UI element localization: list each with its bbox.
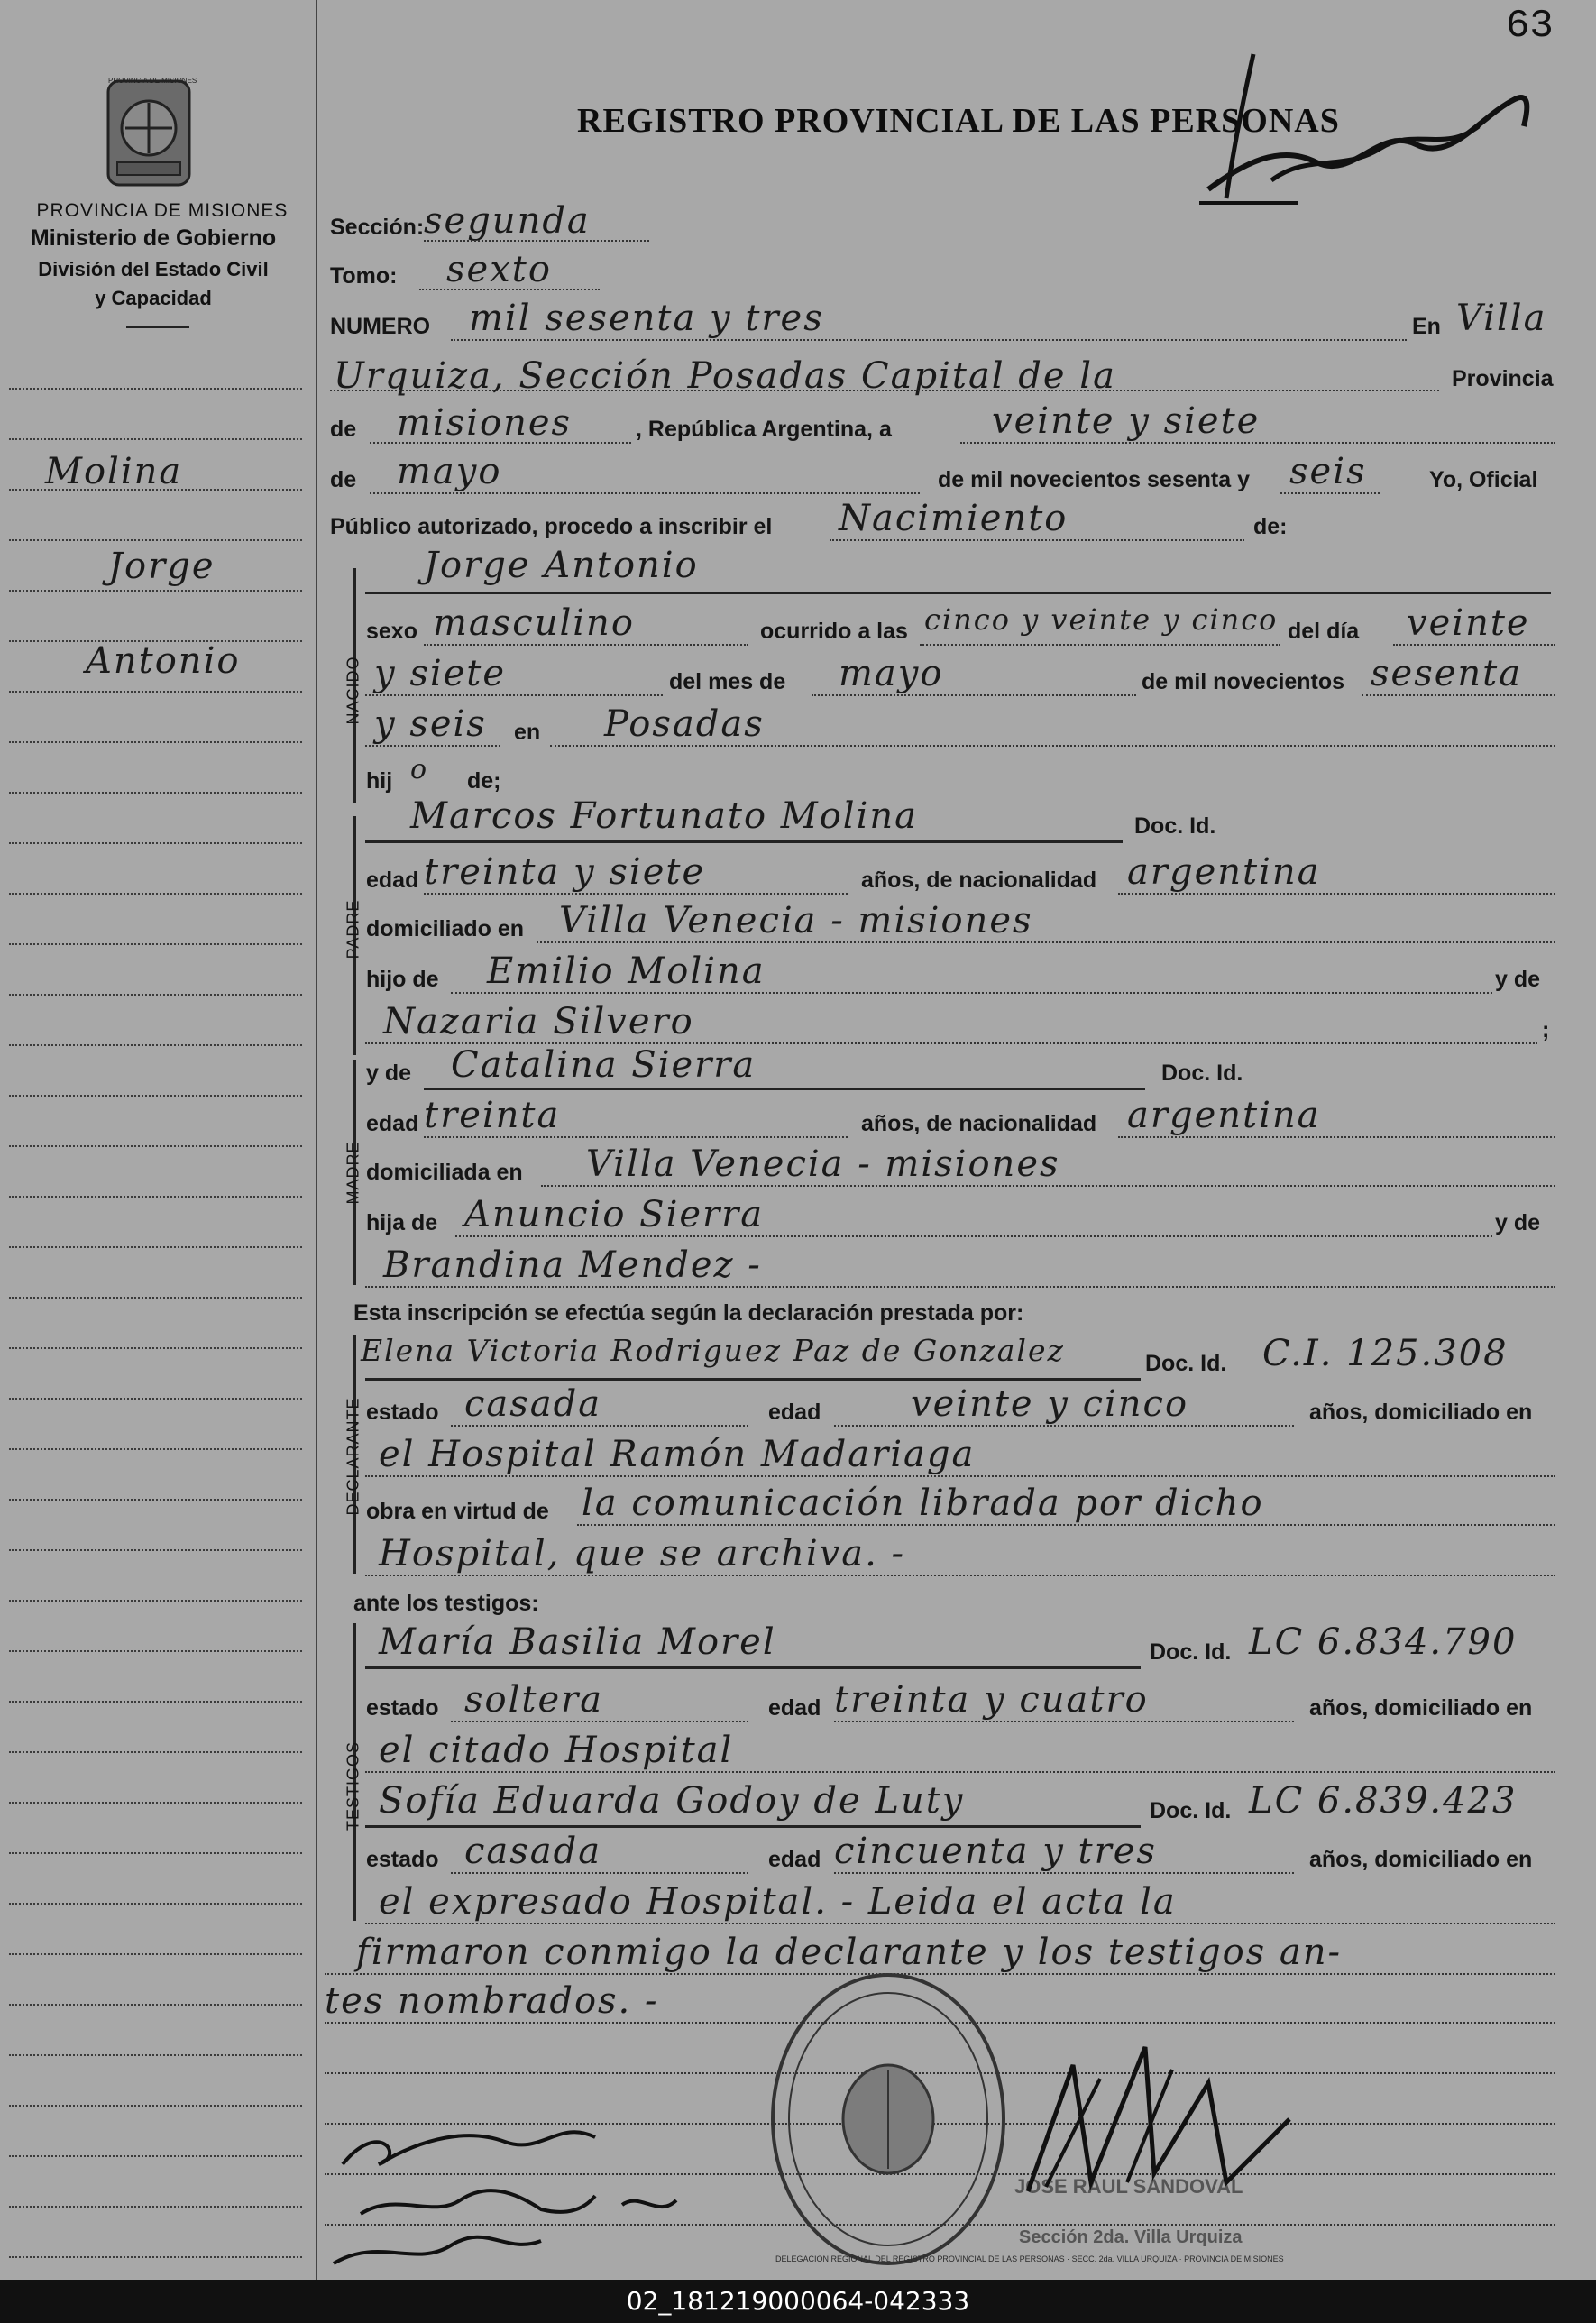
en-label: En xyxy=(1412,314,1441,339)
declarante-edad-value: veinte y cinco xyxy=(911,1383,1189,1425)
declarante-nombre-line xyxy=(365,1378,1141,1381)
republica-label: , República Argentina, a xyxy=(636,417,892,442)
nacido-mes-value: mayo xyxy=(839,653,944,694)
declarante-edad-line xyxy=(834,1425,1294,1427)
testigo1-edad-label: edad xyxy=(768,1695,821,1721)
anio-line xyxy=(1280,492,1380,494)
madre-edad-line xyxy=(424,1136,848,1138)
padre-dom-line xyxy=(537,941,1555,943)
sidebar-rule xyxy=(9,2155,302,2157)
officer-stamp-name: JOSE RAUL SANDOVAL xyxy=(1014,2175,1243,2198)
padre-yde-label: y de xyxy=(1495,967,1541,992)
padre-hijo-line xyxy=(451,992,1492,994)
testigo1-estado-label: estado xyxy=(366,1695,439,1721)
declarante-dom-label: años, domiciliado en xyxy=(1309,1400,1533,1425)
lugar-line xyxy=(550,745,1555,747)
testigo2-edad-line xyxy=(834,1872,1294,1874)
tomo-label: Tomo: xyxy=(330,263,398,289)
declarante-estado-value: casada xyxy=(464,1383,602,1425)
provincia-label: Provincia xyxy=(1452,366,1554,391)
testigo2-edad-value: cincuenta y tres xyxy=(834,1831,1157,1872)
officer-stamp-section: Sección 2da. Villa Urquiza xyxy=(1019,2227,1243,2247)
testigo2-estado-line xyxy=(451,1872,748,1874)
padre-nac-line xyxy=(1118,893,1555,895)
sidebar-surname: Molina xyxy=(45,451,183,492)
sidebar-rule xyxy=(9,2004,302,2006)
org-line-province: PROVINCIA DE MISIONES xyxy=(36,200,289,221)
sidebar-rule xyxy=(9,1903,302,1905)
padre-hijo-value: Emilio Molina xyxy=(487,950,766,992)
sidebar-rule xyxy=(9,1347,302,1349)
testigo1-estado-line xyxy=(451,1721,748,1722)
sexo-line xyxy=(424,644,748,646)
mes-line xyxy=(370,492,920,494)
testigo2-estado-label: estado xyxy=(366,1847,439,1872)
testigo2-nombre-line xyxy=(365,1825,1141,1828)
testigo1-doc-value: LC 6.834.790 xyxy=(1249,1621,1518,1663)
testigo2-estado-value: casada xyxy=(464,1831,602,1872)
madre-dom-line xyxy=(541,1185,1555,1187)
padre-edad-value: treinta y siete xyxy=(424,851,706,893)
seccion-label: Sección: xyxy=(330,215,425,240)
nacido-en-label: en xyxy=(514,720,541,745)
testigo2-edad-label: edad xyxy=(768,1847,821,1872)
madre-yde2-label: y de xyxy=(1495,1210,1541,1235)
padre-semicolon: ; xyxy=(1542,1017,1550,1042)
declarante-intro: Esta inscripción se efectúa según la declaración prestada por: xyxy=(353,1300,1024,1326)
padre-hijo-label: hijo de xyxy=(366,967,439,992)
padre-section-label: PADRE xyxy=(344,899,362,960)
official-signature-top xyxy=(1172,27,1551,207)
madre-madre-line xyxy=(365,1286,1555,1288)
de-label: de xyxy=(330,417,357,442)
seal-text: DELEGACION REGIONAL DEL REGISTRO PROVINCIAL DE LAS PERSONAS · SECC. 2da. VILLA URQUIZA · PROVINCIA DE MISIONES xyxy=(775,2254,1284,2263)
acto-value: Nacimiento xyxy=(839,498,1069,539)
ocurrido-label: ocurrido a las xyxy=(760,619,908,644)
page-title: REGISTRO PROVINCIAL DE LAS PERSONAS xyxy=(577,102,1340,140)
sidebar-rule xyxy=(9,388,302,390)
declarante-obra-line xyxy=(577,1524,1555,1526)
sidebar-rule xyxy=(9,1398,302,1400)
sidebar-rule xyxy=(9,994,302,996)
madre-edad-value: treinta xyxy=(424,1095,561,1136)
sidebar-rule xyxy=(9,2054,302,2056)
numero-line xyxy=(451,339,1407,341)
dia-line xyxy=(1393,644,1555,646)
padre-dom-label: domiciliado en xyxy=(366,916,525,941)
provincia-value: misiones xyxy=(397,402,573,444)
mil-label: de mil novecientos sesenta y xyxy=(938,467,1250,492)
testigo1-nombre-line xyxy=(365,1666,1141,1669)
org-line-capacity: y Capacidad xyxy=(95,287,212,309)
declarante-doc-value: C.I. 125.308 xyxy=(1262,1333,1509,1374)
sidebar-rule xyxy=(9,1953,302,1955)
localidad-line xyxy=(330,390,1439,391)
sidebar-rule xyxy=(9,1852,302,1854)
seccion-value: segunda xyxy=(424,200,591,242)
provincial-crest-icon xyxy=(95,72,203,194)
sidebar-rule xyxy=(9,438,302,440)
fecha-dia-value: veinte y siete xyxy=(992,400,1261,442)
nacido-anio-cont: y seis xyxy=(374,703,487,745)
left-margin-column xyxy=(0,0,317,2280)
sidebar-rule xyxy=(9,1650,302,1652)
testigo1-doc-label: Doc. Id. xyxy=(1150,1639,1232,1665)
madre-madre-value: Brandina Mendez - xyxy=(383,1244,762,1286)
sidebar-rule xyxy=(9,1600,302,1602)
org-line-ministry: Ministerio de Gobierno xyxy=(30,225,277,251)
declarante-obra-label: obra en virtud de xyxy=(366,1499,549,1524)
seccion-line xyxy=(424,240,649,242)
madre-hija-label: hija de xyxy=(366,1210,438,1235)
madre-nombre-line xyxy=(424,1088,1145,1090)
madre-section-label: MADRE xyxy=(344,1141,362,1205)
madre-nac-line xyxy=(1118,1136,1555,1138)
nacido-nombre-line xyxy=(365,592,1551,594)
madre-dom-label: domiciliada en xyxy=(366,1160,523,1185)
madre-dom-value: Villa Venecia - misiones xyxy=(586,1143,1060,1185)
declarante-nombre: Elena Victoria Rodriguez Paz de Gonzalez xyxy=(361,1333,1065,1368)
sidebar-rule xyxy=(9,1297,302,1299)
padre-dom-value: Villa Venecia - misiones xyxy=(559,900,1033,941)
testigo1-dom-label: años, domiciliado en xyxy=(1309,1695,1533,1721)
madre-nac-value: argentina xyxy=(1127,1095,1321,1136)
declarante-estado-label: estado xyxy=(366,1400,439,1425)
testigo1-nombre: María Basilia Morel xyxy=(379,1621,776,1663)
sidebar-rule xyxy=(9,1751,302,1753)
testigo2-doc-label: Doc. Id. xyxy=(1150,1798,1232,1823)
declarante-estado-line xyxy=(451,1425,748,1427)
anio-value: seis xyxy=(1289,451,1367,492)
declarante-section-label: DECLARANTE xyxy=(344,1397,362,1516)
image-label: 02_181219000064-042333 xyxy=(626,2286,970,2316)
page-number: 63 xyxy=(1506,4,1554,49)
madre-yde-label: y de xyxy=(366,1060,412,1086)
declarante-edad-label: edad xyxy=(768,1400,821,1425)
testigo1-edad-line xyxy=(834,1721,1294,1722)
sexo-label: sexo xyxy=(366,619,417,644)
padre-doc-label: Doc. Id. xyxy=(1134,813,1216,839)
sidebar-second-name: Antonio xyxy=(86,640,241,682)
madre-edad-label: edad xyxy=(366,1111,419,1136)
testigo2-dom-label: años, domiciliado en xyxy=(1309,1847,1533,1872)
sidebar-rule xyxy=(9,1499,302,1501)
acto-line xyxy=(830,539,1244,541)
nacido-mes-line xyxy=(812,694,1136,696)
declarante-dom-value: el Hospital Ramón Madariaga xyxy=(379,1434,976,1475)
sidebar-rule xyxy=(9,741,302,743)
madre-hija-value: Anuncio Sierra xyxy=(464,1194,765,1235)
hora-value: cinco y veinte y cinco xyxy=(924,602,1279,637)
sidebar-rule xyxy=(9,2256,302,2258)
sidebar-rule xyxy=(9,2105,302,2107)
sidebar-rule xyxy=(9,539,302,541)
sidebar-rule xyxy=(9,1549,302,1551)
padre-nac-value: argentina xyxy=(1127,851,1321,893)
closing-line-2: tes nombrados. - xyxy=(325,1980,659,2022)
image-caption-bar xyxy=(0,2280,1596,2323)
hij-value: o xyxy=(410,754,429,785)
mes-value: mayo xyxy=(397,451,502,492)
signatures-bottom-left xyxy=(325,2101,739,2282)
numero-label: NUMERO xyxy=(330,314,431,339)
sidebar-rule xyxy=(9,1196,302,1198)
lugar-value: Posadas xyxy=(604,703,765,745)
tomo-value: sexto xyxy=(446,249,552,290)
testigo1-dom-line xyxy=(365,1771,1555,1773)
nacido-anio-cont-line xyxy=(365,745,500,747)
testigo2-doc-value: LC 6.839.423 xyxy=(1249,1780,1518,1822)
dia-cont-line xyxy=(365,694,663,696)
dia-value: veinte xyxy=(1407,602,1530,644)
sidebar-rule xyxy=(9,640,302,642)
madre-nombre: Catalina Sierra xyxy=(451,1044,757,1086)
nacido-anio-value: sesenta xyxy=(1371,653,1523,694)
org-divider xyxy=(126,326,189,328)
madre-doc-label: Doc. Id. xyxy=(1161,1060,1243,1086)
testigo1-edad-value: treinta y cuatro xyxy=(834,1679,1149,1721)
sidebar-rule xyxy=(9,1095,302,1097)
sidebar-rule xyxy=(9,943,302,945)
tomo-line xyxy=(419,289,600,290)
sidebar-rule xyxy=(9,691,302,693)
sidebar-rule xyxy=(9,2206,302,2208)
sidebar-rule xyxy=(9,792,302,794)
padre-edad-line xyxy=(424,893,848,895)
sidebar-rule xyxy=(9,1145,302,1147)
sidebar-first-name: Jorge xyxy=(108,546,216,587)
sidebar-rule xyxy=(9,1701,302,1703)
madre-hija-line xyxy=(455,1235,1492,1237)
crest-label: PROVINCIA DE MISIONES xyxy=(108,77,197,85)
sidebar-rule xyxy=(9,590,302,592)
sidebar-rule xyxy=(9,1802,302,1804)
sidebar-rule xyxy=(9,893,302,895)
declarante-obra-value: la comunicación librada por dicho xyxy=(582,1483,1264,1524)
dia-value-cont: y siete xyxy=(374,653,507,694)
testigos-intro: ante los testigos: xyxy=(353,1591,539,1616)
sexo-value: masculino xyxy=(433,602,635,644)
declarante-obra-cont-line xyxy=(365,1575,1555,1576)
hora-line xyxy=(920,644,1280,646)
padre-nombre-line xyxy=(365,840,1123,843)
provincia-line xyxy=(370,442,631,444)
padre-edad-label: edad xyxy=(366,868,419,893)
madre-nac-label: años, de nacionalidad xyxy=(861,1111,1097,1136)
nacido-anio-line xyxy=(1362,694,1555,696)
padre-madre-value: Nazaria Silvero xyxy=(383,1001,694,1042)
padre-nac-label: años, de nacionalidad xyxy=(861,868,1097,893)
mes-label: del mes de xyxy=(669,669,786,694)
sidebar-rule xyxy=(9,842,302,844)
de-colon-label: de: xyxy=(1253,514,1288,539)
en-value: Villa xyxy=(1456,298,1547,339)
nacido-section-label: NACIDO xyxy=(344,656,362,725)
closing-line-1: firmaron conmigo la declarante y los testigos an- xyxy=(356,1932,1343,1973)
testigo2-dom-value: el expresado Hospital. - Leida el acta la xyxy=(379,1881,1177,1923)
sidebar-rule xyxy=(9,1246,302,1248)
officer-signature xyxy=(1019,2029,1325,2200)
testigo1-dom-value: el citado Hospital xyxy=(379,1730,734,1771)
sidebar-rule xyxy=(9,1448,302,1450)
declarante-doc-label: Doc. Id. xyxy=(1145,1351,1227,1376)
testigos-section-label: TESTIGOS xyxy=(344,1741,362,1832)
declarante-dom-line xyxy=(365,1475,1555,1477)
testigo1-estado-value: soltera xyxy=(464,1679,604,1721)
padre-nombre: Marcos Fortunato Molina xyxy=(410,795,918,837)
org-line-division: División del Estado Civil xyxy=(38,258,269,280)
oficial-label: Yo, Oficial xyxy=(1429,467,1538,492)
hij-label: hij xyxy=(366,768,393,794)
de-mes-label: de xyxy=(330,467,357,492)
sidebar-rule xyxy=(9,489,302,491)
testigo2-nombre: Sofía Eduarda Godoy de Luty xyxy=(379,1780,965,1822)
nacido-nombre: Jorge Antonio xyxy=(424,545,699,586)
testigo2-dom-line xyxy=(365,1923,1555,1924)
publico-label: Público autorizado, procedo a inscribir el xyxy=(330,514,773,539)
fecha-dia-line xyxy=(960,442,1555,444)
declarante-obra-cont: Hospital, que se archiva. - xyxy=(379,1533,906,1575)
localidad-value: Urquiza, Sección Posadas Capital de la xyxy=(334,355,1116,397)
nacido-anio-label: de mil novecientos xyxy=(1142,669,1345,694)
hij-de-label: de; xyxy=(467,768,501,794)
numero-value: mil sesenta y tres xyxy=(469,298,824,339)
dia-label: del día xyxy=(1288,619,1360,644)
sidebar-rule xyxy=(9,1044,302,1046)
